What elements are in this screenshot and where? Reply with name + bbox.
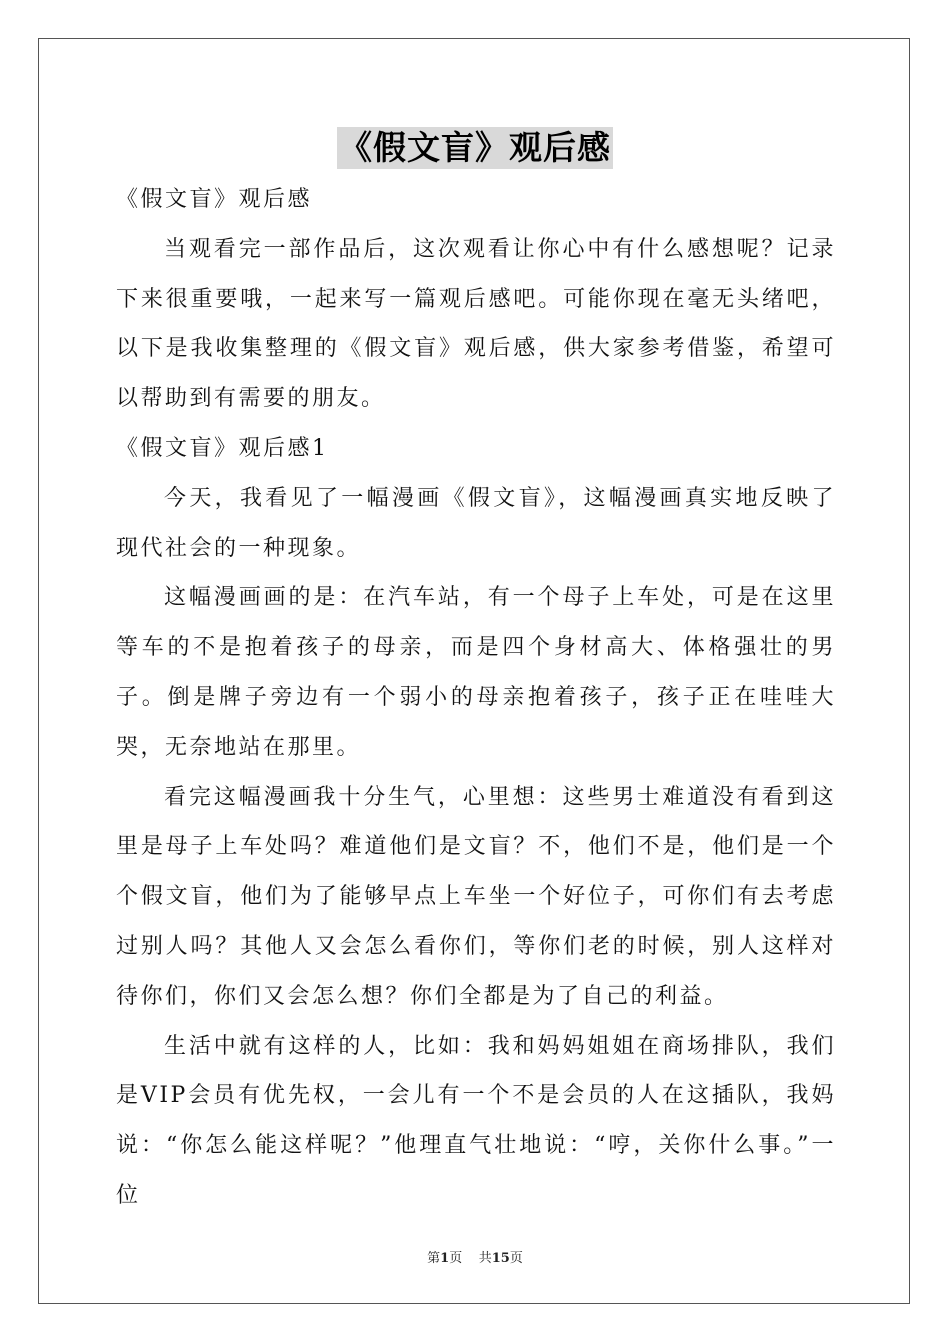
document-title: 《假文盲》观后感 — [339, 128, 611, 167]
page-prefix: 第 — [427, 1251, 441, 1266]
page-suffix: 页 — [449, 1251, 463, 1266]
paragraph: 这幅漫画画的是：在汽车站，有一个母子上车处，可是在这里等车的不是抱着孩子的母亲，而是四个身材高大、体格强壮的男子。倒是牌子旁边有一个弱小的母亲抱着孩子，孩子正在哇哇大哭，无奈地站在那里。 — [116, 585, 836, 760]
paragraph: 《假文盲》观后感1 — [116, 435, 329, 461]
total-prefix: 共 — [478, 1251, 492, 1266]
paragraph: 今天，我看见了一幅漫画《假文盲》，这幅漫画真实地反映了现代社会的一种现象。 — [116, 485, 836, 561]
paragraph: 生活中就有这样的人，比如：我和妈妈姐姐在商场排队，我们是VIP会员有优先权，一会儿有一个不是会员的人在这插队，我妈说：“你怎么能这样呢？”他理直气壮地说：“哼，关你什么事。”一位 — [116, 1033, 836, 1208]
total-suffix: 页 — [509, 1251, 523, 1266]
page-number: 1 — [440, 1251, 450, 1266]
paragraph: 看完这幅漫画我十分生气，心里想：这些男士难道没有看到这里是母子上车处吗？难道他们是文盲？不，他们不是，他们是一个个假文盲，他们为了能够早点上车坐一个好位子，可你们有去考虑过别人吗？其他人又会怎么看你们，等你们老的时候，别人这样对待你们，你们又会怎么想？你们全都是为了自己的利益。 — [116, 784, 836, 1009]
paragraph: 当观看完一部作品后，这次观看让你心中有什么感想呢？记录下来很重要哦，一起来写一篇观后感吧。可能你现在毫无头绪吧，以下是我收集整理的《假文盲》观后感，供大家参考借鉴，希望可以帮助到有需要的朋友。 — [116, 236, 836, 412]
title-container — [0, 127, 950, 169]
page-footer — [0, 1247, 950, 1266]
document-body — [116, 175, 836, 1221]
paragraph: 《假文盲》观后感 — [116, 187, 313, 212]
total-pages: 15 — [491, 1251, 510, 1266]
